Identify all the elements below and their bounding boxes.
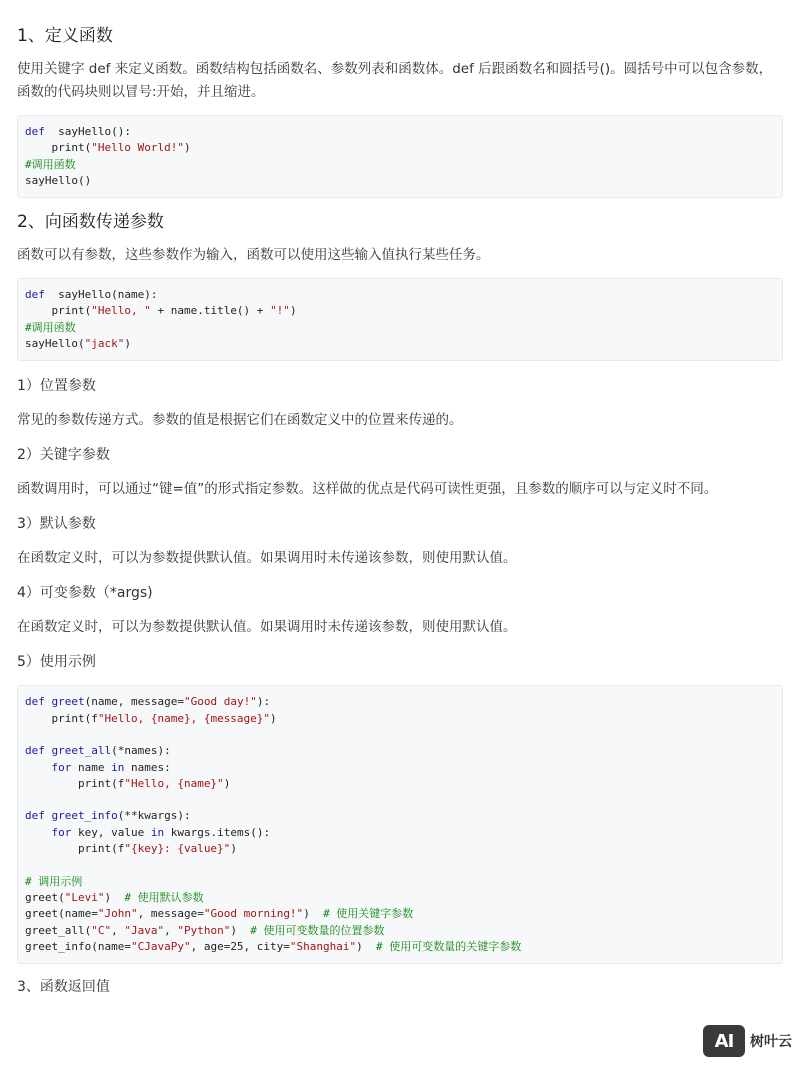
keyword-params-title: 2）关键字参数	[17, 447, 110, 464]
section-1-title: 1、定义函数	[17, 26, 113, 46]
logo-text: 树叶云	[750, 1034, 792, 1050]
default-params-desc: 在函数定义时，可以为参数提供默认值。如果调用时未传递该参数，则使用默认值。	[17, 550, 517, 567]
watermark-logo	[703, 1025, 792, 1057]
code-block-example: def greet(name, message="Good day!"): print(f"Hello, {name}, {message}") def greet_all(*names): for name in names: print(f"Hello, {name}") def greet_info(**kwargs): for key, value in kwargs.items(): print(f"{key}: {value}") # 调用示例 greet("Levi") # 使用默认参数 greet(name="John", message="Good morning!") # 使用关键字参数 greet_all("C", "Java", "Python") # 使用可变数量的位置参数 greet_info(name="CJavaPy", age=25, city="Shanghai") # 使用可变数量的关键字参数	[17, 685, 783, 964]
section-2-title: 2、向函数传递参数	[17, 212, 164, 233]
logo-mark-icon: AI	[703, 1025, 745, 1057]
positional-params-desc: 常见的参数传递方式。参数的值是根据它们在函数定义中的位置来传递的。	[17, 412, 463, 429]
default-params-title: 3）默认参数	[17, 516, 96, 533]
positional-params-title: 1）位置参数	[17, 378, 96, 395]
section-2-desc: 函数可以有参数，这些参数作为输入，函数可以使用这些输入值执行某些任务。	[17, 247, 490, 264]
code-block-params: def sayHello(name): print("Hello, " + name.title() + "!") #调用函数 sayHello("jack")	[17, 278, 783, 361]
keyword-params-desc: 函数调用时，可以通过“键=值”的形式指定参数。这样做的优点是代码可读性更强，且参数的顺序可以与定义时不同。	[17, 481, 718, 498]
section-3-title: 3、函数返回值	[17, 979, 110, 996]
section-1-desc: 使用关键字 def 来定义函数。函数结构包括函数名、参数列表和函数体。def 后跟函数名和圆括号()。圆括号中可以包含参数，函数的代码块则以冒号:开始，并且缩进。	[17, 61, 773, 100]
code-block-define: def sayHello(): print("Hello World!") #调用函数 sayHello()	[17, 115, 783, 198]
var-args-desc: 在函数定义时，可以为参数提供默认值。如果调用时未传递该参数，则使用默认值。	[17, 619, 517, 636]
var-args-title: 4）可变参数（*args)	[17, 585, 153, 602]
example-title: 5）使用示例	[17, 654, 96, 671]
